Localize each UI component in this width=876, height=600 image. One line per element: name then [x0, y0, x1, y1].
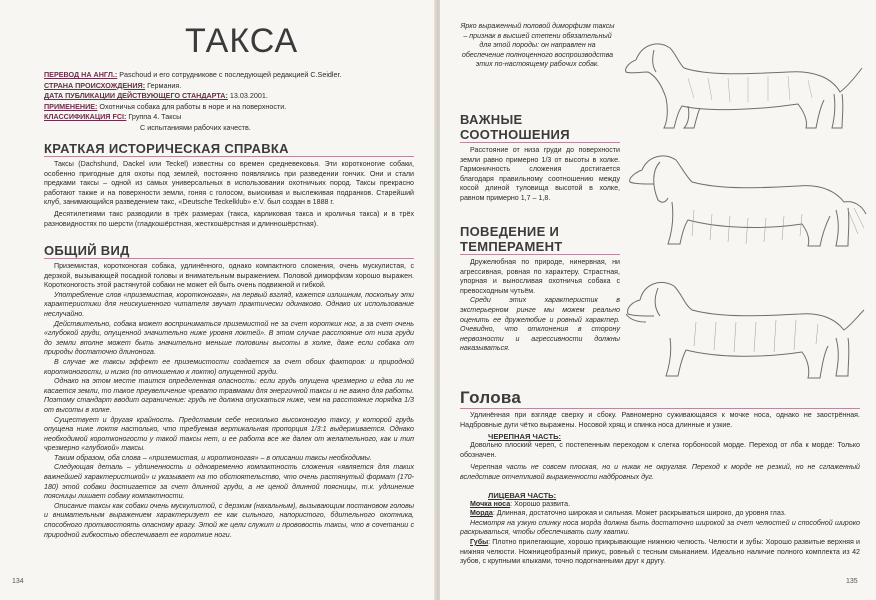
general-paragraph-7: Таким образом, оба слова – «приземистая, и коротконогая» – в описании таксы необходимы.	[54, 453, 372, 462]
history-heading: КРАТКАЯ ИСТОРИЧЕСКАЯ СПРАВКА	[44, 141, 414, 157]
history-section	[44, 141, 414, 229]
head-section	[460, 388, 860, 567]
left-page	[0, 0, 436, 600]
proportions-paragraph: Расстояние от низа груди до поверхности земли равно примерно 1/3 от высоты в холке. Гармоничность сложения достигается благодаря правильному соотношению между косой длиной туловища высотой в холке, равном примерно 1,7 – 1,8.	[460, 146, 620, 202]
meta-extra: С испытаниями рабочих качеств.	[140, 122, 251, 132]
page-number-right: 135	[846, 578, 858, 585]
dimorphism-paragraph: Ярко выраженный половой диморфизм таксы – признак в высшей степени обязательный для этой породы: он направлен на обеспечение полноценного воспроизводства этих по-настоящему рабочих собак.	[460, 22, 615, 69]
muzzle-note: Несмотря на узкую спинку носа морда должна быть достаточно широкой за счет челюстей и способной широко раскрываться, чтобы обеспечивать силу хватки.	[460, 518, 860, 537]
proportions-section	[460, 112, 620, 204]
meta-usage: ПРИМЕНЕНИЕ: Охотничья собака для работы в норе и на поверхности.	[44, 101, 287, 111]
behavior-paragraph-2: Среди этих характеристик в экстерьерном ринге мы можем реально оценить ее дружелюбие и ровный характер. Очевидно, что отклонения в сторону нервозности и агрессивности должны наказываться.	[460, 296, 620, 353]
skull-paragraph-1: Довольно плоский череп, с постепенным переходом к слегка горбоносой морде. Переход от лба к морде: Только обозначен.	[460, 441, 860, 459]
head-paragraph: Удлинённая при взгляде сверху и сбоку. Равномерно суживающаяся к мочке носа, однако не заострённая. Надбровные дуги чётко выражены. Носовой хрящ и спинка носа длинные и узкие.	[460, 411, 860, 429]
right-page	[440, 0, 876, 600]
nose-line: Мочка носа: Хорошо развита.	[470, 499, 571, 508]
proportions-heading: ВАЖНЫЕ СООТНОШЕНИЯ	[460, 112, 620, 143]
general-paragraph-3: Действительно, собака может восприниматься приземистой не за счет коротких ног, а за счет очень «глубокой груди, опущенной значительно ниже уровня локтей». В этом случае расстояние от низа груди до земли вполне может быть значительно меньше половины высоты в холке, даже если собака от природы достаточно длинонога.	[44, 319, 414, 357]
general-heading: ОБЩИЙ ВИД	[44, 243, 414, 259]
meta-classification: КЛАССИФИКАЦИЯ FCI: Группа 4. Таксы	[44, 112, 182, 121]
skull-subheading: ЧЕРЕПНАЯ ЧАСТЬ:	[488, 432, 562, 442]
general-paragraph-6: Существует и другая крайность. Представим себе несколько высоконогую таксу, у которой грудь опущена ниже локтя настолько, что требуемая вертикальная пропорция 1/3:1 выдерживается. Однако необходимой коротконогости у такой таксы нет, и ее работа все же далек от желательного, как и тип чрезмерно «глубокой» таксы.	[44, 415, 414, 453]
skull-paragraph-2: Черепная часть не совсем плоская, но и никак не округлая. Переход к морде не резкий, но не сглаженный вследствие отчетливой выраженности надбровных дуг.	[460, 463, 860, 481]
face-subheading: ЛИЦЕВАЯ ЧАСТЬ:	[488, 490, 557, 500]
meta-date: ДАТА ПУБЛИКАЦИИ ДЕЙСТВУЮЩЕГО СТАНДАРТА: 13.03.2001.	[44, 91, 268, 100]
page-title: ТАКСА	[185, 22, 299, 60]
history-paragraph-1: Таксы (Dachshund, Dackel или Teckel) известны со времен средневековья. Эти коротконогие собаки, особенно пригодные для охоты под землей, постоянно появлялись при разведении гончих. Они и стали предками таксы – одной из самых универсальных в использовании охотничьих пород. Таксы прекрасно работают также и на поверхности земли, гоняя с голосом, выискивая и выслеживая подранков. Старейший клуб, занимающийся разведением такс, «Deutsche Teckelklub» e.V. был создан в 1888 г.	[44, 160, 414, 207]
general-paragraph-9: Описание таксы как собаки очень мускулистой, с дерзким (нахальным), вызывающим постановом головы и внимательным выражением характеризует ее как сильного, напористого, бдительного охотника, способного противостоять опасному врагу. Этой же цели служит и прововость таксы, что в сочетании с природной гибкостью обеспечивает ее короткие ноги.	[44, 501, 414, 539]
history-paragraph-2: Десятилетиями такс разводили в трёх размерах (такса, карликовая такса и кроличья такса) и в трёх разновидностях по шерсти (гладкошёрстная, жесткошёрстная и длинношёрстная).	[44, 209, 414, 228]
general-paragraph-2: Употребление слов «приземистая, коротконогая», на первый взгляд, кажется излишним, поскольку эти характеристики для неискушенного читателя звучат практически одинаково. Однако их использование неслучайно.	[44, 290, 414, 318]
general-paragraph-1: Приземистая, коротконогая собака, удлинённого, однако компактного сложения, очень мускулистая, с дерзкой, вызывающей посадкой головы и внимательным выражением. Половой диморфизм хорошо выражен. Коротконогость этой растянутой собаки не может ей быть очень подвижной и гибкой.	[44, 262, 414, 290]
behavior-heading: ПОВЕДЕНИЕ И ТЕМПЕРАМЕНТ	[460, 224, 620, 255]
general-section	[44, 243, 414, 540]
wirehaired-dachshund-illustration	[622, 266, 868, 390]
smooth-dachshund-illustration	[618, 28, 868, 138]
behavior-section	[460, 224, 620, 354]
general-paragraph-4: В случае же таксы эффект ее приземистости создается за счет обоих факторов: и природной коротконогости, и низко (по отношению к локтю) опущенной груди.	[44, 357, 414, 376]
meta-block	[44, 70, 414, 133]
general-paragraph-5: Однако на этом месте таится определенная опасность: если грудь опущена чрезмерно и едва ли не касается земли, то такое преувеличение чревато травмами для энергичной таксы и не важно для работы. Поэтому стандарт вводит ограничение: грудь не должна опускаться ниже, чем на расстояние порядка 1/3 от высоты в холке.	[44, 377, 414, 414]
muzzle-line: Морда: Длинная, достаточно широкая и сильная. Может раскрываться широко, до уровня глаз.	[470, 509, 786, 518]
head-heading: Голова	[460, 388, 860, 409]
page-number-left: 134	[12, 578, 24, 585]
general-paragraph-8: Следующая деталь – удлиненность и одновременно компактность сложения «является для таких важнейшей характеристикой» и указывает на то обстоятельство, что очень растянутый формат (170-180) этой собаки достигается за счет длинной груди, а не ценой длинной поясницы, т.к. удлинение поясницы лишает собаку компактности.	[44, 463, 414, 501]
lips-line: Губы: Плотно прилегающие, хорошо прикрывающие нижнюю челюсть. Челюсти и зубы: Хорошо развитые верхняя и нижняя челюсти. Ножницеобразный прикус, ровный с тесным смыканием. Идеально наличие полного комплекта из 42 зубов, с крупными клыками, точно подогнанными друг к другу.	[460, 537, 860, 566]
behavior-paragraph-1: Дружелюбная по природе, нинервная, ни агрессивная, ровная по характеру. Страстная, упорная и выносливая охотничья собака с превосходным чутьём.	[460, 258, 620, 295]
meta-country: СТРАНА ПРОИСХОЖДЕНИЯ: Германия.	[44, 80, 182, 90]
meta-translation: ПЕРЕВОД НА АНГЛ.: Paschoud и его сотрудникове с последующей редакцией C.Seidler.	[44, 70, 342, 79]
longhaired-dachshund-illustration	[622, 140, 868, 260]
dimorphism-note	[460, 22, 615, 70]
